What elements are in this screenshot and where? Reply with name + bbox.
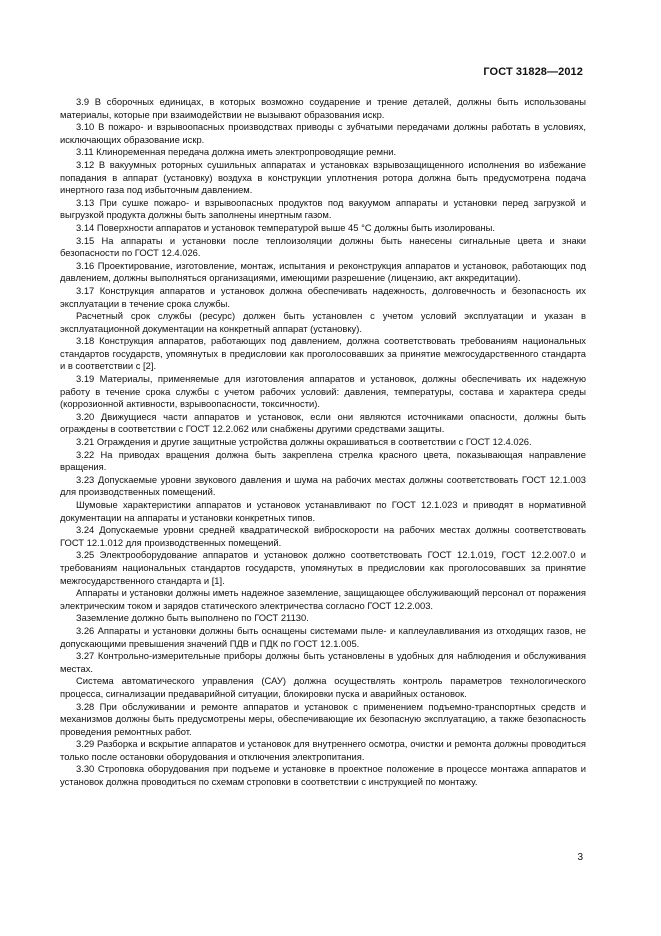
paragraph-3-23-noise: Шумовые характеристики аппаратов и установок устанавливают по ГОСТ 12.1.023 и приводят в нормативной документации на аппараты и установки конкретных типов. <box>60 499 586 523</box>
paragraph-3-19: 3.19 Материалы, применяемые для изготовления аппаратов и установок, должны обеспечивать их надежную работу в течение срока службы с учетом рабочих условий: давления, температуры, состава и характера среды (коррозионной активности, взрывоопасности, токсичности). <box>60 373 586 410</box>
paragraph-3-25-grounding-standard: Заземление должно быть выполнено по ГОСТ 21130. <box>76 612 309 624</box>
paragraph-3-18: 3.18 Конструкция аппаратов, работающих под давлением, должна соответствовать требованиям национальных стандартов государств, упомянутых в предисловии как проголосовавших за принятие межгосударственного стандарта и в соответствии с [2]. <box>60 335 586 372</box>
paragraph-3-26: 3.26 Аппараты и установки должны быть оснащены системами пыле- и каплеулавливания из отходящих газов, не допускающими превышения значений ПДВ и ПДК по ГОСТ 12.1.005. <box>60 624 586 649</box>
paragraph-3-15: 3.15 На аппараты и установки после теплоизоляции должны быть нанесены сигнальные цвета и знаки безопасности по ГОСТ 12.4.026. <box>60 234 586 259</box>
paragraph-3-27: 3.27 Контрольно-измерительные приборы должны быть установлены в удобных для наблюдения и обслуживания местах. <box>60 650 586 674</box>
paragraph-3-23: 3.23 Допускаемые уровни звукового давления и шума на рабочих местах должны соответствовать ГОСТ 12.1.003 для производственных помещений. <box>60 473 586 498</box>
paragraph-3-12: 3.12 В вакуумных роторных сушильных аппаратах и установках взрывозащищенного исполнения во избежание попадания в аппарат (установку) воздуха в конструкции уплотнения ротора должна быть предусмотрена подача инертного газа под избыточным давлением. <box>60 158 586 196</box>
paragraph-3-21: 3.21 Ограждения и другие защитные устройства должны окрашиваться в соответствии с ГОСТ 12.4.026. <box>76 436 532 448</box>
paragraph-3-16: 3.16 Проектирование, изготовление, монтаж, испытания и реконструкция аппаратов и установок, работающих под давлением, должны выполняться организациями, имеющими разрешение (лицензию, акт аккредитации). <box>60 259 586 284</box>
paragraph-3-22: 3.22 На приводах вращения должна быть закреплена стрелка красного цвета, показывающая направление вращения. <box>60 448 586 473</box>
paragraph-3-11: 3.11 Клиноременная передача должна иметь электропроводящие ремни. <box>76 146 397 158</box>
paragraph-3-10: 3.10 В пожаро- и взрывоопасных производствах приводы с зубчатыми передачами должны работать в условиях, исключающих образование искр. <box>60 121 586 145</box>
paragraph-3-25: 3.25 Электрооборудование аппаратов и установок должно соответствовать ГОСТ 12.1.019, ГОСТ 12.2.007.0 и требованиям национальных стандартов государств, упомянутых в предисловии как проголосовавших за принятие межгосударственного стандарта и [1]. <box>60 549 586 586</box>
paragraph-3-20: 3.20 Движущиеся части аппаратов и установок, если они являются источниками опасности, должны быть ограждены в соответствии с ГОСТ 12.2.062 или снабжены другими средствами защиты. <box>60 410 586 435</box>
paragraph-3-13: 3.13 При сушке пожаро- и взрывоопасных продуктов под вакуумом аппараты и установки перед загрузкой и выгрузкой продукта должны быть заполнены инертным газом. <box>60 196 586 221</box>
page-number: 3 <box>577 852 583 863</box>
paragraph-3-17-service-life: Расчетный срок службы (ресурс) должен быть установлен с учетом условий эксплуатации и указан в эксплуатационной документации на конкретный аппарат (установку). <box>60 310 586 334</box>
paragraph-3-17: 3.17 Конструкция аппаратов и установок должна обеспечивать надежность, долговечность и безопасность их эксплуатации в течение срока службы. <box>60 284 586 309</box>
paragraph-3-30: 3.30 Строповка оборудования при подъеме и установке в проектное положение в процессе монтажа аппаратов и установок должна проводиться по схемам строповки в соответствии с инструкцией по монтажу. <box>60 763 586 788</box>
paragraph-3-9: 3.9 В сборочных единицах, в которых возможно соударение и трение деталей, должны быть использованы материалы, которые при взаимодействии не вызывают образования искр. <box>60 96 586 120</box>
paragraph-3-24: 3.24 Допускаемые уровни средней квадратической виброскорости на рабочих местах должны соответствовать ГОСТ 12.1.012 для производственных помещений. <box>60 524 586 548</box>
paragraph-3-25-grounding: Аппараты и установки должны иметь надежное заземление, защищающее обслуживающий персонал от поражения электрическим током и зарядов статического электричества согласно ГОСТ 12.2.003. <box>60 587 586 611</box>
paragraph-3-28: 3.28 При обслуживании и ремонте аппаратов и установок с применением подъемно-транспортных средств и механизмов должны быть предусмотрены меры, обеспечивающие их безопасную эксплуатацию, а также безопасность проведения ремонтных работ. <box>60 700 586 737</box>
paragraph-3-14: 3.14 Поверхности аппаратов и установок температурой выше 45 °С должны быть изолированы. <box>76 221 496 233</box>
document-code-header: ГОСТ 31828—2012 <box>483 66 583 78</box>
paragraph-3-29: 3.29 Разборка и вскрытие аппаратов и установок для внутреннего осмотра, очистки и ремонта должны проводиться только после остановки оборудования и отключения электропитания. <box>60 738 586 762</box>
document-body <box>60 96 586 789</box>
paragraph-3-27-control-system: Система автоматического управления (САУ) должна осуществлять контроль параметров технологического процесса, сигнализации предаварийной ситуации, блокировки пуска и аварийных остановок. <box>60 675 586 699</box>
